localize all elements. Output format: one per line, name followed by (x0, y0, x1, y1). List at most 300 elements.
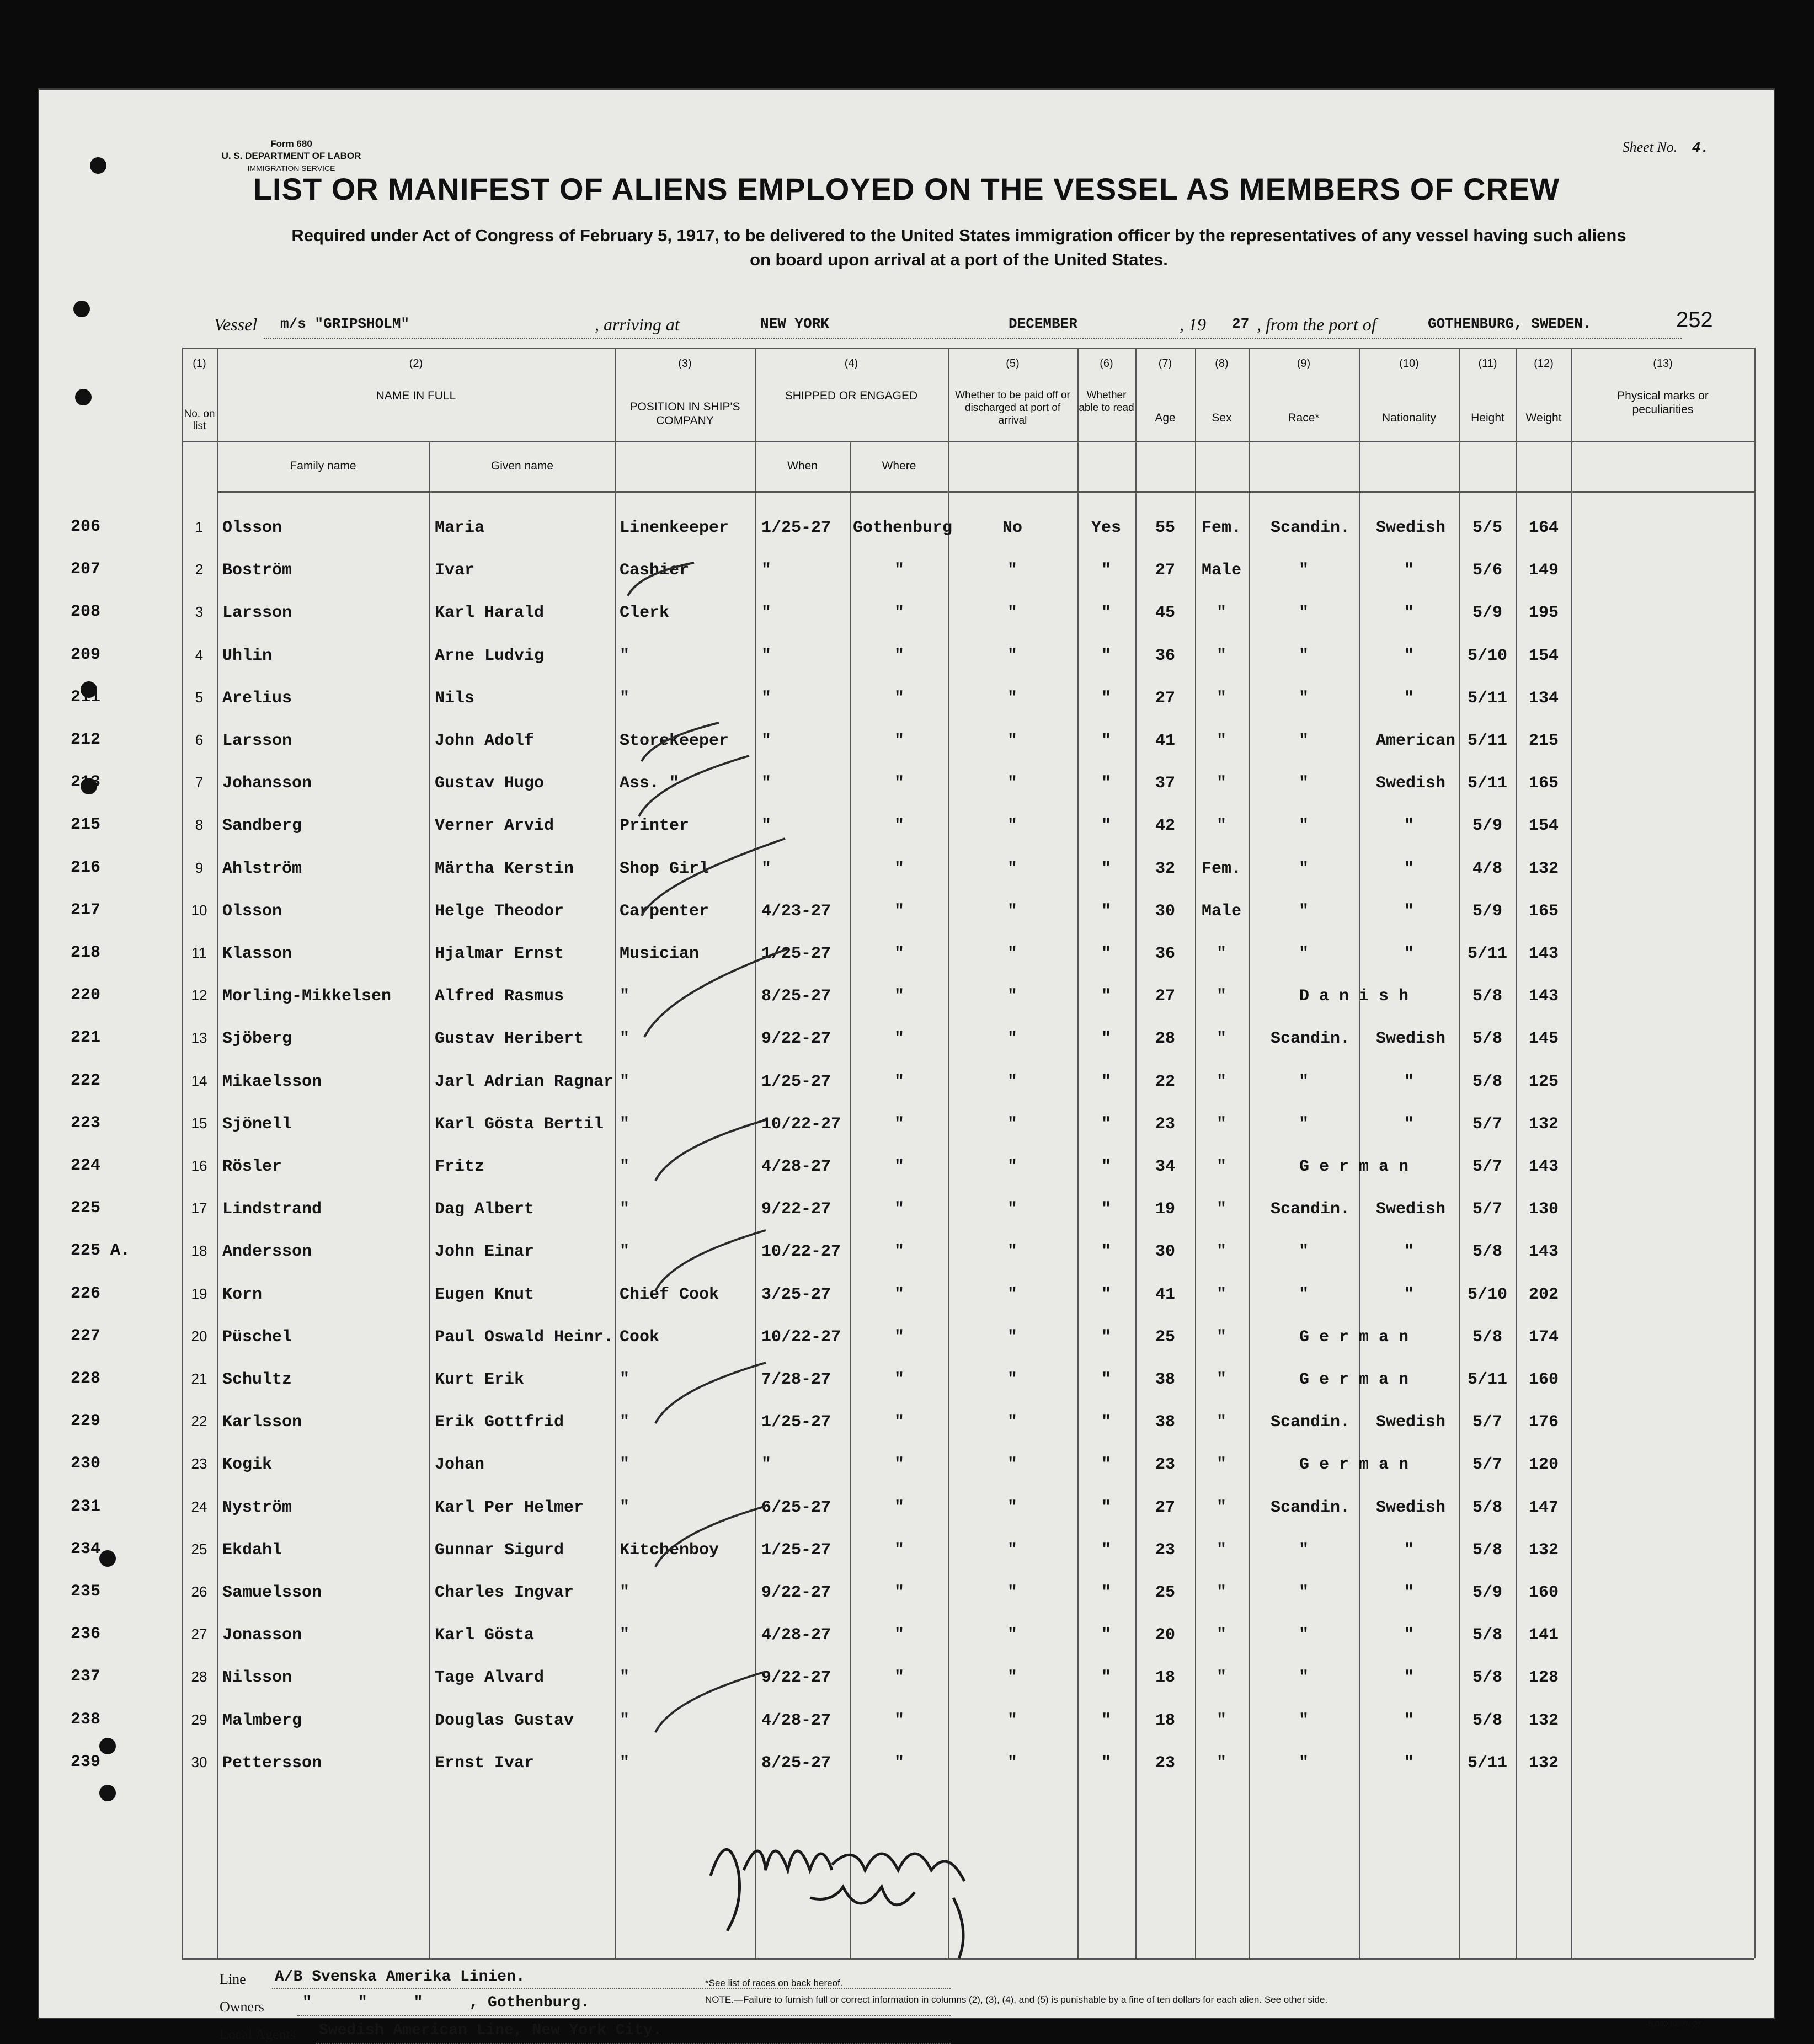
col-2-header: NAME IN FULL (376, 389, 456, 402)
cell-sex: " (1216, 646, 1226, 665)
cell-when: " (761, 1455, 772, 1475)
cell-weight: 202 (1528, 1285, 1559, 1304)
ledger-number: 212 (71, 730, 101, 749)
cell-position: " (620, 1711, 630, 1730)
cell-nat: Swedish (1376, 1498, 1446, 1517)
cell-family: Püschel (222, 1327, 292, 1347)
ledger-number: 216 (71, 858, 101, 877)
cell-age: 30 (1155, 1242, 1175, 1262)
cell-position: Storekeeper (620, 732, 729, 750)
cell-age: 27 (1155, 1498, 1175, 1517)
cell-family: Schultz (222, 1370, 292, 1389)
cell-when: 1/25-27 (761, 1540, 831, 1560)
subtitle-line-2: on board upon arrival at a port of the United States. (750, 250, 1168, 269)
cell-sex: " (1216, 1200, 1226, 1219)
cell-where: " (894, 732, 904, 750)
cell-given: Karl Harald (435, 604, 545, 623)
cell-age: 20 (1155, 1626, 1175, 1645)
cell-where: " (894, 1583, 904, 1602)
manifest-sheet (38, 88, 1775, 2042)
cell-paid: " (1007, 1668, 1017, 1688)
cell-nat: " (1404, 1540, 1414, 1560)
agents-label: Local Agents (220, 2026, 296, 2042)
header-bottom-rule (217, 491, 1754, 493)
cell-age: 19 (1155, 1200, 1175, 1219)
cell-position: " (620, 1072, 630, 1091)
cell-where: " (894, 1626, 904, 1645)
list-number: 20 (191, 1327, 207, 1344)
stamp-number: 252 (1676, 308, 1713, 332)
cell-read: " (1101, 732, 1111, 750)
cell-nat: " (1404, 1753, 1414, 1773)
cell-height: 5/7 (1472, 1114, 1502, 1134)
grid-line (1359, 348, 1360, 1958)
cell-race-span: D a n i s h (1299, 987, 1409, 1006)
cell-age: 42 (1155, 816, 1175, 836)
cell-paid: " (1007, 732, 1017, 750)
cell-paid: " (1007, 1711, 1017, 1730)
cell-age: 55 (1155, 519, 1175, 537)
cell-paid: " (1007, 561, 1017, 580)
cell-given: Johan (435, 1455, 485, 1475)
cell-where: " (894, 646, 904, 665)
list-number: 28 (191, 1668, 207, 1685)
cell-sex: " (1216, 987, 1226, 1006)
cell-read: " (1101, 561, 1111, 580)
cell-given: Ivar (435, 561, 475, 580)
cell-paid: " (1007, 1157, 1017, 1176)
cell-where: " (894, 1327, 904, 1347)
cell-where: " (894, 1540, 904, 1560)
cell-where: " (894, 1114, 904, 1134)
cell-paid: " (1007, 987, 1017, 1006)
cell-paid: " (1007, 1583, 1017, 1602)
cell-nat: " (1404, 1583, 1414, 1602)
cell-position: " (620, 1370, 630, 1389)
cell-nat: " (1404, 1072, 1414, 1091)
department: U. S. DEPARTMENT OF LABOR (221, 151, 361, 161)
list-number: 27 (191, 1626, 207, 1643)
punch-hole (99, 1785, 116, 1801)
cell-read: " (1101, 774, 1111, 793)
cell-when: 4/28-27 (761, 1157, 831, 1176)
cell-race: " (1298, 1114, 1309, 1134)
cell-when: 1/25-27 (761, 519, 831, 537)
cell-family: Korn (222, 1285, 263, 1304)
ledger-number: 235 (71, 1582, 101, 1601)
cell-read: Yes (1091, 519, 1121, 537)
cell-sex: " (1216, 774, 1226, 793)
list-number: 14 (191, 1072, 207, 1089)
owners-value: " " " , Gothenburg. (302, 1994, 590, 2011)
cell-where: " (894, 944, 904, 963)
cell-read: " (1101, 1370, 1111, 1389)
cell-read: " (1101, 689, 1111, 708)
col-3-number: (3) (678, 357, 692, 370)
cell-family: Sjöberg (222, 1029, 292, 1049)
cell-where: " (894, 561, 904, 580)
cell-when: 9/22-27 (761, 1200, 831, 1219)
col-10-number: (10) (1399, 357, 1419, 370)
cell-race: " (1298, 944, 1309, 963)
cell-race: " (1298, 859, 1309, 878)
cell-read: " (1101, 1242, 1111, 1262)
ledger-number: 207 (71, 560, 101, 579)
cell-weight: 125 (1528, 1072, 1559, 1091)
cell-sex: " (1216, 604, 1226, 623)
cell-read: " (1101, 604, 1111, 623)
cell-height: 5/7 (1472, 1200, 1502, 1219)
cell-read: " (1101, 1114, 1111, 1134)
cell-height: 5/11 (1467, 774, 1507, 793)
cell-family: Olsson (222, 519, 282, 537)
cell-when: " (761, 604, 772, 623)
cell-given: Douglas Gustav (435, 1711, 574, 1730)
cell-family: Jonasson (222, 1626, 302, 1645)
list-number: 8 (195, 816, 204, 834)
cell-sex: Male (1201, 561, 1241, 580)
ledger-number: 221 (71, 1028, 101, 1048)
cell-position: " (620, 689, 630, 708)
cell-sex: " (1216, 1498, 1226, 1517)
col-9-number: (9) (1297, 357, 1311, 370)
cell-age: 25 (1155, 1327, 1175, 1347)
col-4a-header: When (787, 460, 818, 472)
cell-paid: " (1007, 646, 1017, 665)
cell-when: 4/28-27 (761, 1711, 831, 1730)
cell-height: 5/8 (1472, 987, 1502, 1006)
cell-age: 30 (1155, 901, 1175, 921)
cell-given: Kurt Erik (435, 1370, 525, 1389)
cell-weight: 160 (1528, 1583, 1559, 1602)
cell-height: 4/8 (1472, 859, 1502, 878)
cell-age: 25 (1155, 1583, 1175, 1602)
vessel-label: Vessel (214, 314, 258, 334)
cell-given: Verner Arvid (435, 816, 554, 836)
cell-where: " (894, 859, 904, 878)
cell-family: Larsson (222, 732, 292, 750)
cell-paid: " (1007, 1413, 1017, 1432)
ledger-number: 227 (71, 1326, 101, 1346)
cell-age: 41 (1155, 1285, 1175, 1304)
cell-read: " (1101, 987, 1111, 1006)
cell-read: " (1101, 1540, 1111, 1560)
cell-age: 23 (1155, 1753, 1175, 1773)
cell-paid: No (1002, 519, 1022, 537)
cell-when: " (761, 859, 772, 878)
list-number: 22 (191, 1413, 207, 1430)
cell-family: Ekdahl (222, 1540, 282, 1560)
cell-when: " (761, 646, 772, 665)
cell-race: Scandin. (1271, 1200, 1351, 1219)
cell-weight: 164 (1528, 519, 1559, 537)
owners-rule (297, 2015, 951, 2016)
cell-nat: " (1404, 1711, 1414, 1730)
cell-paid: " (1007, 1370, 1017, 1389)
cell-nat: " (1404, 901, 1414, 921)
list-number: 16 (191, 1157, 207, 1174)
cell-when: 9/22-27 (761, 1029, 831, 1049)
cell-sex: " (1216, 1370, 1226, 1389)
cell-sex: " (1216, 1668, 1226, 1688)
cell-weight: 128 (1528, 1668, 1559, 1688)
cell-position: " (620, 646, 630, 665)
line-label: Line (220, 1971, 246, 1987)
cell-given: Hjalmar Ernst (435, 944, 564, 963)
cell-height: 5/6 (1472, 561, 1502, 580)
list-number: 12 (191, 987, 207, 1004)
list-number: 5 (195, 689, 204, 706)
col-6-header: Whether able to read (1079, 389, 1134, 414)
cell-position: Cashier (620, 561, 690, 580)
pencil-check-marks (628, 563, 788, 1732)
cell-paid: " (1007, 689, 1017, 708)
cell-race: " (1298, 646, 1309, 665)
ledger-number: 215 (71, 815, 101, 835)
grid-line (429, 441, 430, 1958)
cell-position: " (620, 1157, 630, 1176)
col-2a-header: Family name (290, 460, 356, 472)
form-number: Form 680 (270, 138, 312, 149)
cell-read: " (1101, 646, 1111, 665)
cell-family: Rösler (222, 1157, 282, 1176)
cell-nat: " (1404, 816, 1414, 836)
cell-weight: 154 (1528, 816, 1559, 836)
col-12-number: (12) (1534, 357, 1554, 370)
ledger-number: 230 (71, 1454, 101, 1474)
cell-given: Dag Albert (435, 1200, 535, 1219)
sheet-number-label: Sheet No. (1622, 139, 1678, 155)
cell-age: 36 (1155, 944, 1175, 963)
col-8-number: (8) (1215, 357, 1229, 370)
cell-sex: " (1216, 1626, 1226, 1645)
line-rule (272, 1988, 951, 1989)
cell-position: Musician (620, 944, 700, 963)
cell-family: Mikaelsson (222, 1072, 322, 1091)
ledger-number: 229 (71, 1412, 101, 1431)
cell-age: 41 (1155, 732, 1175, 750)
cell-read: " (1101, 1711, 1111, 1730)
cell-weight: 130 (1528, 1200, 1559, 1219)
cell-weight: 132 (1528, 1753, 1559, 1773)
cell-age: 36 (1155, 646, 1175, 665)
vessel-name: m/s "GRIPSHOLM" (280, 316, 410, 332)
cell-when: 9/22-27 (761, 1583, 831, 1602)
check-marks (589, 485, 898, 1898)
cell-weight: 149 (1528, 561, 1559, 580)
cell-given: Fritz (435, 1157, 485, 1176)
cell-sex: Male (1201, 901, 1241, 921)
cell-nat: Swedish (1376, 519, 1446, 537)
col-8-header: Sex (1212, 412, 1232, 424)
cell-given: Paul Oswald Heinr. (435, 1327, 614, 1347)
col-13-header: Physical marks or peculiarities (1617, 389, 1709, 416)
cell-race: " (1298, 1242, 1309, 1262)
cell-race: Scandin. (1271, 1029, 1351, 1049)
col-4-header: SHIPPED OR ENGAGED (785, 389, 918, 402)
cell-position: Clerk (620, 604, 670, 623)
cell-weight: 145 (1528, 1029, 1559, 1049)
cell-read: " (1101, 1626, 1111, 1645)
cell-given: Gustav Heribert (435, 1029, 584, 1049)
cell-where: " (894, 1285, 904, 1304)
cell-when: 4/23-27 (761, 901, 831, 921)
cell-where: " (894, 1711, 904, 1730)
col-3-header: POSITION IN SHIP'S COMPANY (629, 401, 740, 427)
cell-nat: " (1404, 1285, 1414, 1304)
cell-given: Karl Gösta (435, 1626, 535, 1645)
cell-nat: Swedish (1376, 1413, 1446, 1432)
cell-family: Nilsson (222, 1668, 292, 1688)
cell-sex: " (1216, 1711, 1226, 1730)
sheet-number-value: 4. (1692, 140, 1709, 156)
list-number: 15 (191, 1114, 207, 1132)
cell-position: " (620, 1114, 630, 1134)
cell-read: " (1101, 1285, 1111, 1304)
col-11-number: (11) (1478, 357, 1497, 370)
cell-age: 27 (1155, 987, 1175, 1006)
ledger-number: 211 (71, 687, 101, 707)
cell-given: Charles Ingvar (435, 1583, 574, 1602)
cell-given: Ernst Ivar (435, 1753, 535, 1773)
list-number: 18 (191, 1242, 207, 1260)
cell-nat: " (1404, 1626, 1414, 1645)
cell-age: 28 (1155, 1029, 1175, 1049)
cell-read: " (1101, 1157, 1111, 1176)
cell-paid: " (1007, 604, 1017, 623)
cell-position: " (620, 1626, 630, 1645)
cell-age: 34 (1155, 1157, 1175, 1176)
cell-given: Jarl Adrian Ragnar (435, 1072, 614, 1091)
cell-where: " (894, 1242, 904, 1262)
cell-age: 18 (1155, 1711, 1175, 1730)
cell-family: Morling-Mikkelsen (222, 987, 392, 1006)
list-number: 2 (195, 561, 204, 578)
ledger-number: 228 (71, 1369, 101, 1388)
list-number: 30 (191, 1753, 207, 1770)
ledger-number: 234 (71, 1539, 101, 1559)
cell-when: 8/25-27 (761, 987, 831, 1006)
cell-height: 5/9 (1472, 816, 1502, 836)
cell-family: Samuelsson (222, 1583, 322, 1602)
list-number: 3 (195, 604, 204, 621)
cell-height: 5/9 (1472, 1583, 1502, 1602)
agents-value: Swedish American Line, New York City. (319, 2022, 662, 2039)
cell-family: Klasson (222, 944, 292, 963)
cell-sex: " (1216, 1413, 1226, 1432)
cell-sex: " (1216, 944, 1226, 963)
subtitle-line-1: Required under Act of Congress of February 5, 1917, to be delivered to the United States immigration officer by the representatives of any vessel having such aliens (291, 226, 1626, 245)
col-5-number: (5) (1006, 357, 1020, 370)
cell-sex: " (1216, 689, 1226, 708)
grid-line (1754, 348, 1756, 1958)
cell-weight: 154 (1528, 646, 1559, 665)
cell-race: " (1298, 732, 1309, 750)
cell-age: 18 (1155, 1668, 1175, 1688)
cell-read: " (1101, 1413, 1111, 1432)
cell-given: Alfred Rasmus (435, 987, 564, 1006)
cell-read: " (1101, 944, 1111, 963)
list-number: 29 (191, 1711, 207, 1728)
list-number: 13 (191, 1029, 207, 1047)
cell-given: John Adolf (435, 732, 535, 750)
ledger-number: 239 (71, 1752, 101, 1771)
cell-family: Boström (222, 561, 292, 580)
header-divider (182, 441, 1754, 442)
cell-position: " (620, 1242, 630, 1262)
col-5-header: Whether to be paid off or discharged at port of arrival (955, 389, 1070, 426)
cell-family: Malmberg (222, 1711, 302, 1730)
cell-race: " (1298, 689, 1309, 708)
cell-sex: " (1216, 1285, 1226, 1304)
cell-weight: 147 (1528, 1498, 1559, 1517)
ledger-number: 224 (71, 1156, 101, 1175)
cell-position: " (620, 987, 630, 1006)
cell-position: " (620, 1413, 630, 1432)
cell-paid: " (1007, 1242, 1017, 1262)
list-number: 26 (191, 1583, 207, 1600)
cell-paid: " (1007, 1114, 1017, 1134)
cell-position: " (620, 1455, 630, 1475)
cell-family: Kogik (222, 1455, 273, 1475)
cell-family: Olsson (222, 901, 282, 921)
cell-nat: Swedish (1376, 1029, 1446, 1049)
cell-when: 10/22-27 (761, 1242, 841, 1262)
cell-sex: " (1216, 816, 1226, 836)
cell-when: 6/25-27 (761, 1498, 831, 1517)
cell-paid: " (1007, 774, 1017, 793)
cell-height: 5/8 (1472, 1711, 1502, 1730)
cell-sex: Fem. (1201, 519, 1241, 537)
page-title: LIST OR MANIFEST OF ALIENS EMPLOYED ON THE VESSEL AS MEMBERS OF CREW (253, 172, 1560, 206)
cell-height: 5/8 (1472, 1327, 1502, 1347)
cell-race: " (1298, 1626, 1309, 1645)
cell-given: Maria (435, 519, 485, 537)
print-mark: 5,000 ex. ⁴/₂ 27. (1648, 2019, 1704, 2028)
cell-height: 5/11 (1467, 689, 1507, 708)
cell-when: " (761, 774, 772, 793)
form-header (175, 138, 407, 174)
punch-hole (99, 1738, 116, 1754)
cell-when: 1/25-27 (761, 944, 831, 963)
cell-height: 5/11 (1467, 944, 1507, 963)
punch-hole (99, 1550, 116, 1567)
cell-race: " (1298, 1540, 1309, 1560)
cell-where: " (894, 1029, 904, 1049)
cell-race: " (1298, 1668, 1309, 1688)
cell-read: " (1101, 859, 1111, 878)
list-number: 4 (195, 646, 204, 663)
service: IMMIGRATION SERVICE (247, 164, 335, 173)
cell-weight: 143 (1528, 1157, 1559, 1176)
col-4-number: (4) (844, 357, 858, 370)
cell-race: " (1298, 561, 1309, 580)
cell-weight: 215 (1528, 732, 1559, 750)
cell-nat: " (1404, 604, 1414, 623)
col-11-header: Height (1471, 412, 1504, 424)
cell-age: 22 (1155, 1072, 1175, 1091)
cell-height: 5/9 (1472, 604, 1502, 623)
cell-height: 5/11 (1467, 1753, 1507, 1773)
arrival-month: DECEMBER (1009, 316, 1077, 332)
ledger-number: 237 (71, 1667, 101, 1687)
subtitle (220, 223, 1698, 272)
cell-height: 5/8 (1472, 1668, 1502, 1688)
cell-height: 5/5 (1472, 519, 1502, 537)
grid-line (948, 348, 949, 1958)
cell-given: Erik Gottfrid (435, 1413, 564, 1432)
ledger-number: 225 A. (71, 1241, 131, 1261)
